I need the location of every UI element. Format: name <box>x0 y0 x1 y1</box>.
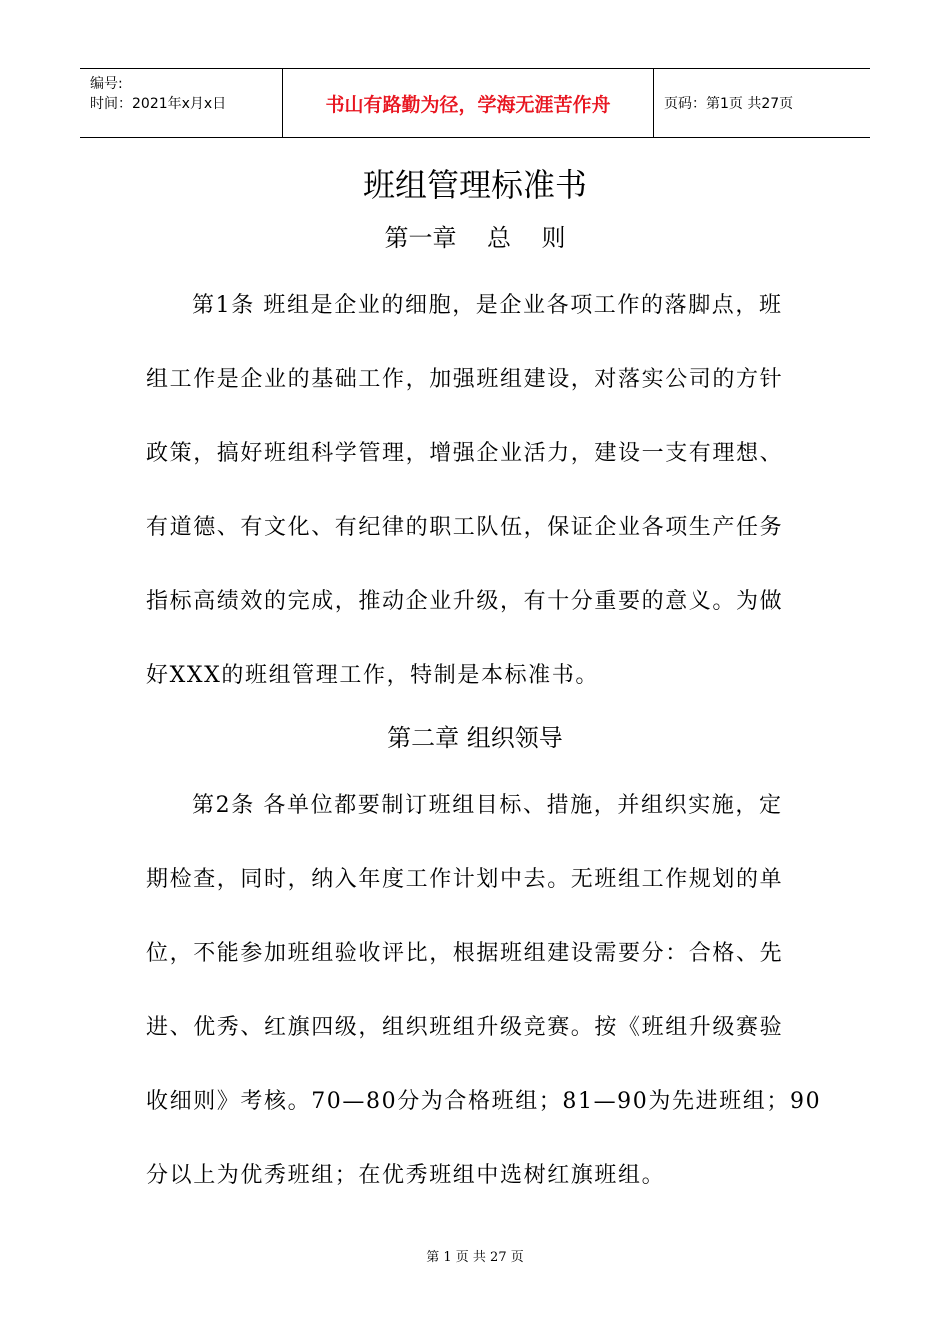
article-1-line: 有道德、有文化、有纪律的职工队伍，保证企业各项生产任务 <box>146 515 784 540</box>
document-date-label: 时间：2021年x月x日 <box>90 96 227 112</box>
article-1-line: 指标高绩效的完成，推动企业升级，有十分重要的意义。为做 <box>146 589 784 614</box>
motto-text: 书山有路勤为径，学海无涯苦作舟 <box>325 93 611 116</box>
page-header <box>80 68 870 138</box>
article-2-line: 位，不能参加班组验收评比，根据班组建设需要分：合格、先 <box>146 941 784 966</box>
article-1-line: 好XXX的班组管理工作，特制是本标准书。 <box>146 663 599 688</box>
chapter-2-heading: 第二章 组织领导 <box>387 724 563 752</box>
header-meta <box>80 69 282 137</box>
article-2-line: 收细则》考核。70—80分为合格班组；81—90为先进班组；90 <box>146 1089 822 1114</box>
article-1-line: 第1条 班组是企业的细胞，是企业各项工作的落脚点，班 <box>192 293 783 318</box>
article-2-line: 进、优秀、红旗四级，组织班组升级竞赛。按《班组升级赛验 <box>146 1015 784 1040</box>
chapter-1-heading: 第一章 总 则 <box>384 224 566 252</box>
header-motto-cell <box>283 69 653 137</box>
document-title: 班组管理标准书 <box>362 166 587 204</box>
document-number-label: 编号: <box>90 76 123 92</box>
page-footer: 第 1 页 共 27 页 <box>426 1250 524 1265</box>
article-1-line: 组工作是企业的基础工作，加强班组建设，对落实公司的方针 <box>146 367 784 392</box>
header-page-info-cell <box>654 69 870 137</box>
article-1-line: 政策，搞好班组科学管理，增强企业活力，建设一支有理想、 <box>146 441 784 466</box>
article-2-line: 期检查，同时，纳入年度工作计划中去。无班组工作规划的单 <box>146 867 784 892</box>
header-page-info: 页码：第1页 共27页 <box>664 96 794 112</box>
article-2-line: 第2条 各单位都要制订班组目标、措施，并组织实施，定 <box>192 793 783 818</box>
article-2-line: 分以上为优秀班组；在优秀班组中选树红旗班组。 <box>146 1163 666 1188</box>
